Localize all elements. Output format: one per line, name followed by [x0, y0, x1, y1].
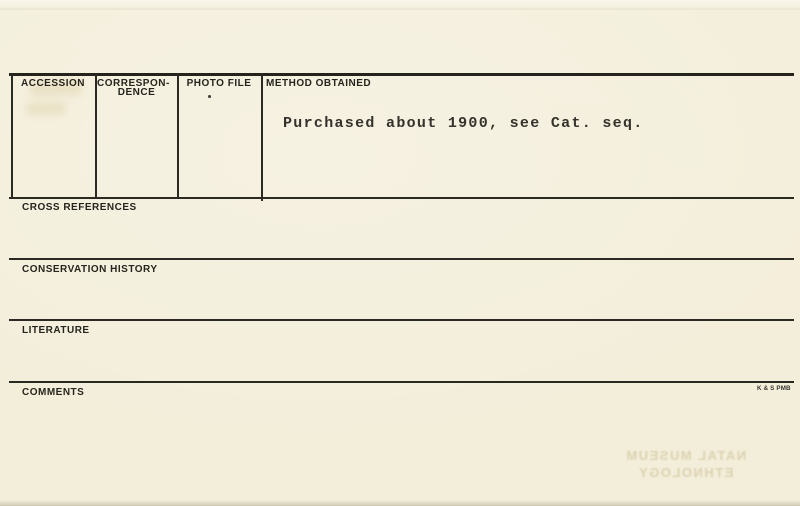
cross-references-rule	[9, 197, 794, 199]
conservation-history-label: CONSERVATION HISTORY	[22, 263, 158, 275]
ink-dot	[208, 95, 211, 98]
table-top-rule	[9, 73, 794, 76]
bleed-through-stamp-line1: NATAL MUSEUM	[624, 448, 747, 463]
printer-mark: K & S PMB	[757, 385, 791, 392]
accession-column-header: ACCESSION	[21, 78, 85, 89]
bleed-through-stamp-line2: ETHNOLOGY	[637, 465, 734, 480]
method-obtained-column-header: METHOD OBTAINED	[266, 78, 372, 89]
comments-rule	[9, 381, 794, 383]
method-obtained-typed-entry: Purchased about 1900, see Cat. seq.	[283, 115, 644, 132]
literature-rule	[9, 319, 794, 321]
card-top-edge	[0, 0, 800, 10]
photofile-method-divider	[261, 73, 263, 201]
photo-file-column-header: PHOTO FILE	[186, 78, 252, 89]
cross-references-label: CROSS REFERENCES	[22, 202, 137, 213]
comments-label: COMMENTS	[22, 386, 85, 398]
card-bottom-edge	[0, 500, 800, 506]
correspondence-column-header	[97, 79, 176, 97]
correspondence-photofile-divider	[177, 73, 179, 198]
literature-label: LITERATURE	[22, 325, 90, 336]
bleed-through-stamp	[598, 447, 773, 481]
table-left-border	[11, 73, 13, 198]
conservation-history-rule	[9, 258, 794, 260]
correspondence-header-line1: CORRESPON-	[97, 78, 170, 89]
correspondence-header-line2: DENCE	[117, 87, 156, 98]
bleed-through-mark	[26, 102, 66, 116]
